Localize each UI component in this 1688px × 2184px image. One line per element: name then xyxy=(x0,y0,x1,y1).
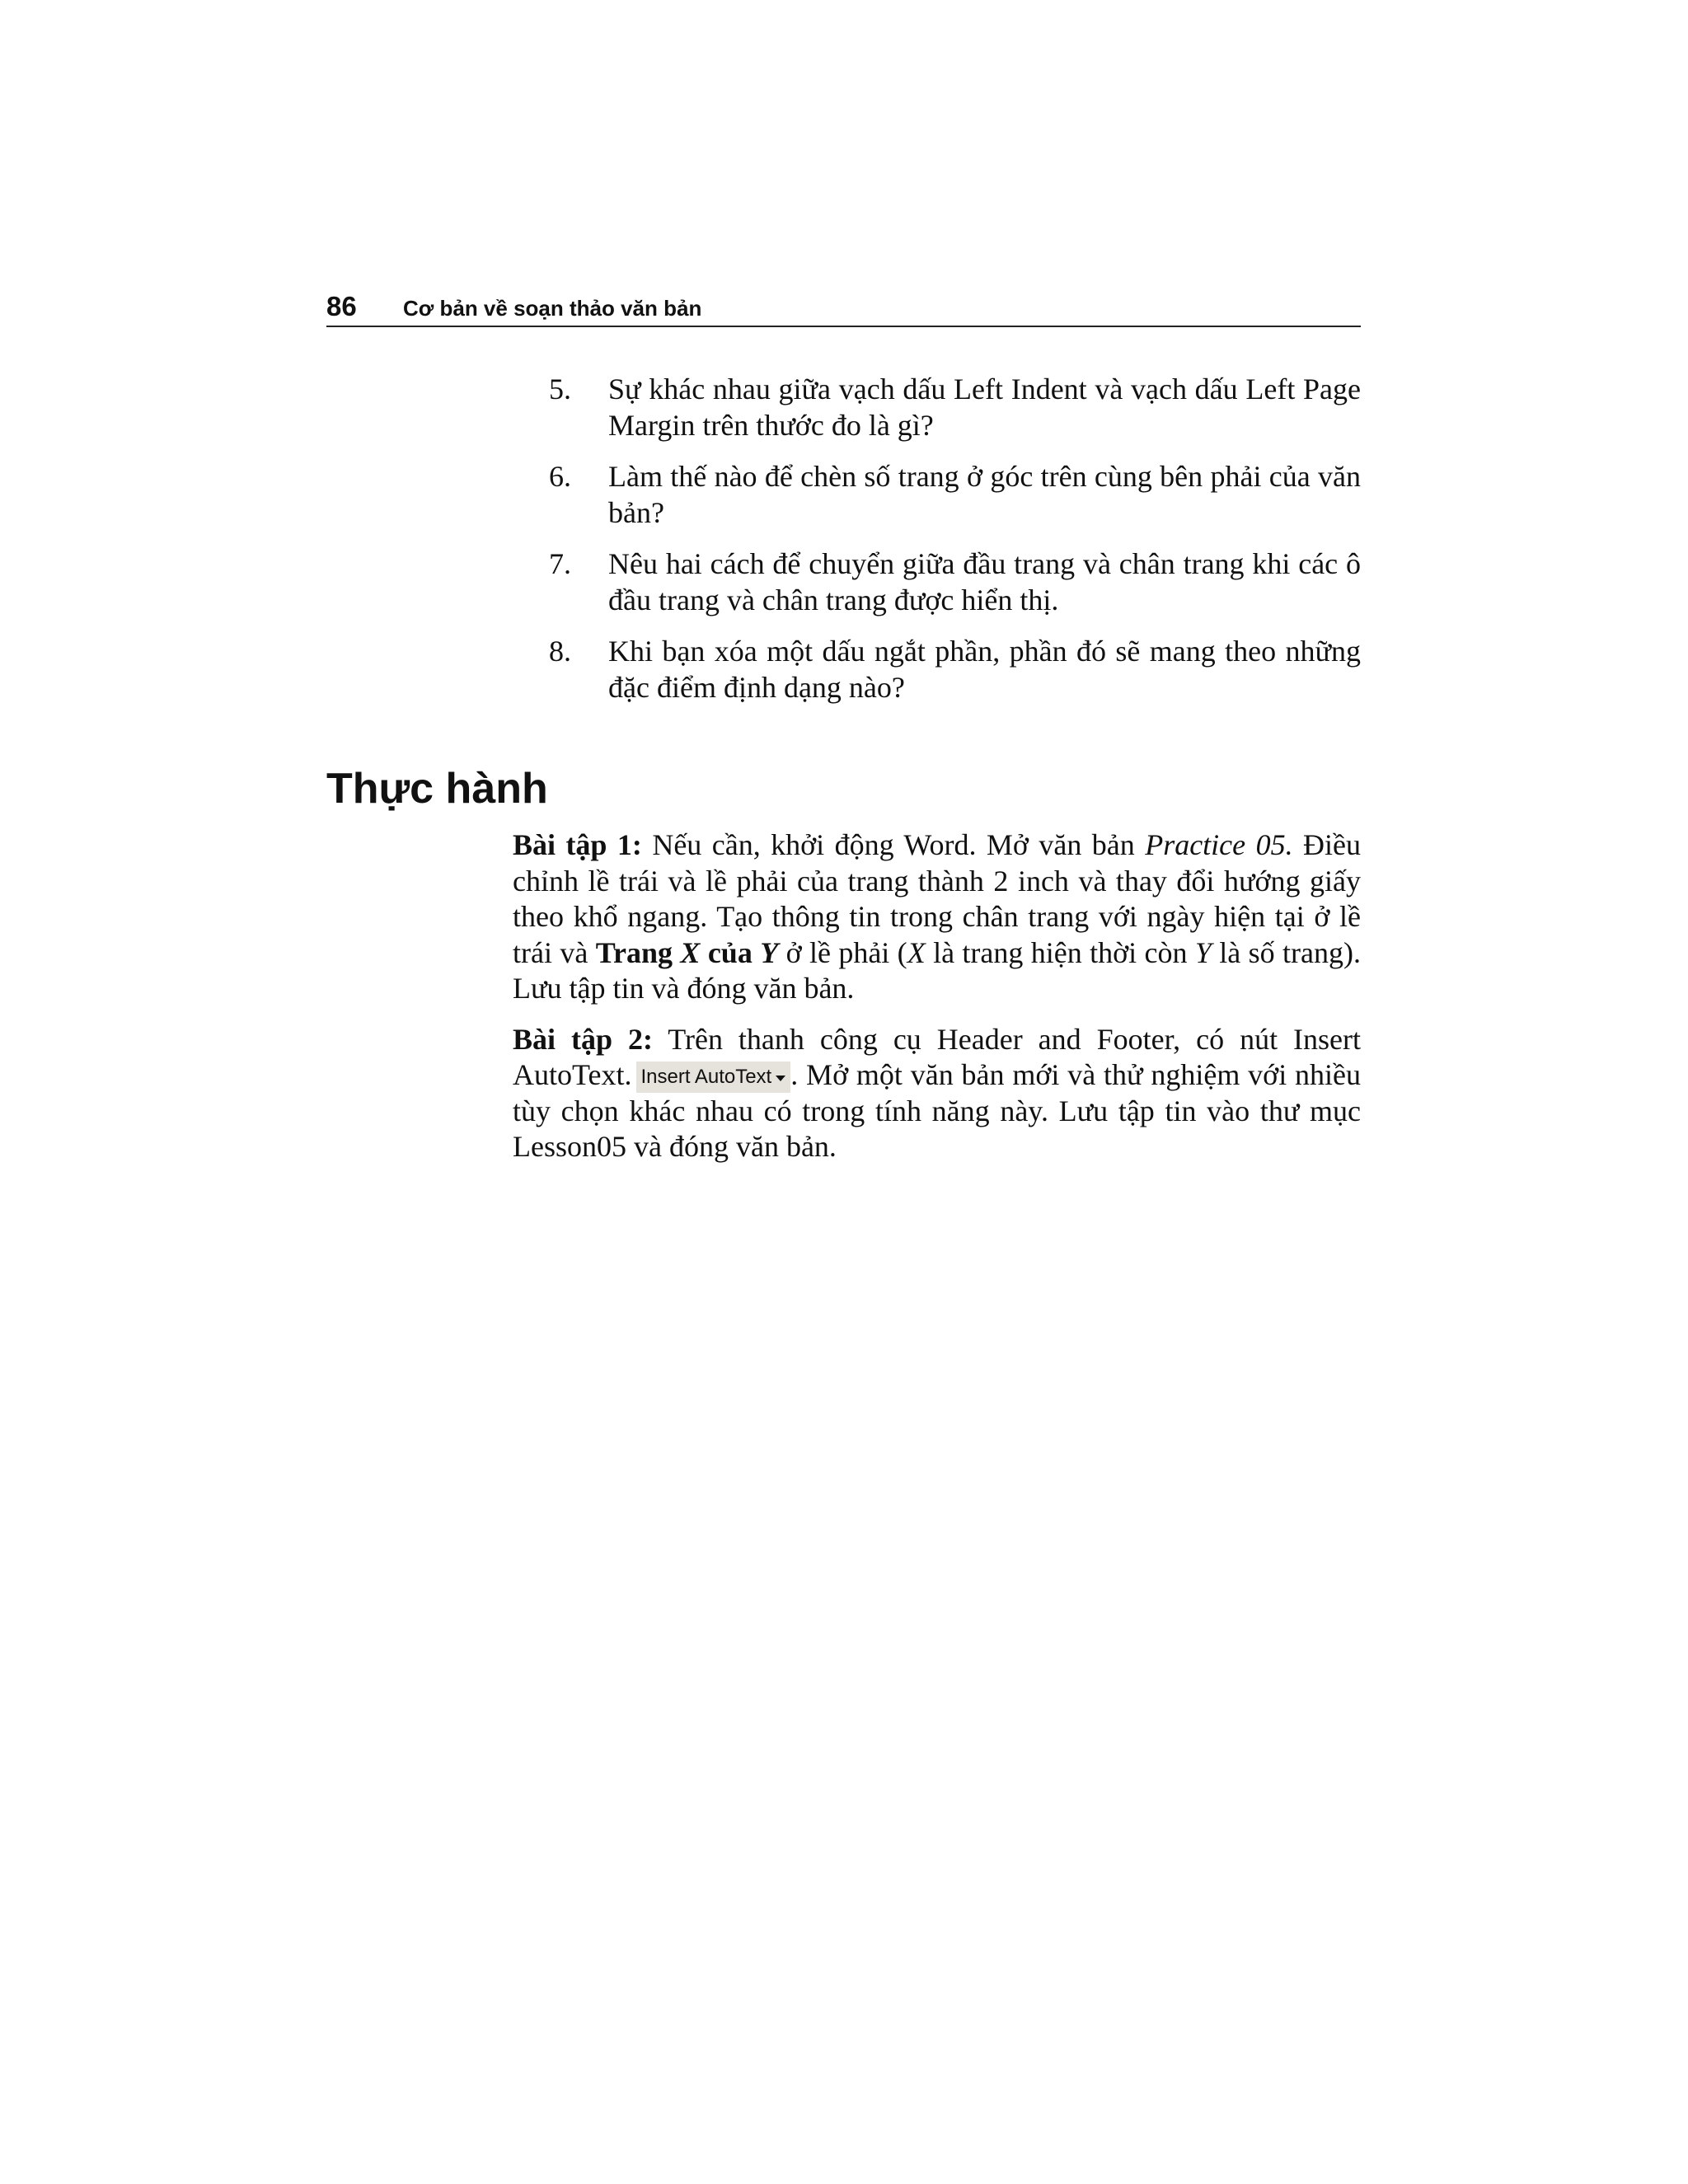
question-number: 8. xyxy=(549,635,571,668)
practice-heading: Thực hành xyxy=(326,765,548,813)
practice-file-name: Practice 05. xyxy=(1145,828,1293,861)
exercise-2-text: Trên thanh công cụ Header and Footer, có nút Insert AutoText. xyxy=(513,1022,1362,1091)
question-text: Làm thế nào để chèn số trang ở góc trên cùng bên phải của văn bản? xyxy=(608,460,1361,529)
question-item xyxy=(549,546,1361,618)
review-question-list xyxy=(549,371,1361,720)
question-item xyxy=(549,633,1361,705)
exercise-1-text: là số trang). Lưu tập tin và đóng văn bản. xyxy=(513,935,1361,1005)
exercise-2 xyxy=(513,1022,1361,1165)
page-header xyxy=(326,290,1361,327)
page-number: 86 xyxy=(326,291,357,321)
exercise-1-text: Nếu cần, khởi động Word. Mở văn bản xyxy=(641,828,1146,861)
question-text: Sự khác nhau giữa vạch dấu Left Indent và vạch dấu Left Page Margin trên thước đo là gì? xyxy=(608,373,1361,442)
footer-page-of: của xyxy=(700,935,761,969)
question-text: Khi bạn xóa một dấu ngắt phần, phần đó sẽ mang theo những đặc điểm định dạng nào? xyxy=(608,635,1361,704)
dropdown-arrow-icon xyxy=(776,1076,785,1081)
footer-page-y: Y xyxy=(760,935,779,969)
exercise-1-text: là trang hiện thời còn xyxy=(925,935,1195,969)
exercise-2-text: . Mở một văn bản mới và thử nghiệm với nhiều tùy chọn khác nhau có trong tính năng này. Lưu tập tin vào thư mục Lesson05 và đóng văn bản. xyxy=(513,1058,1361,1163)
practice-section xyxy=(513,827,1361,1180)
question-number: 6. xyxy=(549,460,571,493)
chapter-title: Cơ bản về soạn thảo văn bản xyxy=(403,296,702,321)
question-number: 5. xyxy=(549,373,571,405)
insert-autotext-button[interactable] xyxy=(636,1062,790,1093)
question-text: Nêu hai cách để chuyển giữa đầu trang và chân trang khi các ô đầu trang và chân trang được hiển thị. xyxy=(608,547,1361,616)
question-item xyxy=(549,458,1361,531)
exercise-2-label: Bài tập 2: xyxy=(513,1022,653,1056)
exercise-1-text: ở lề phải ( xyxy=(778,935,907,969)
x-variable: X xyxy=(907,935,926,969)
y-variable: Y xyxy=(1194,935,1212,969)
exercise-1-label: Bài tập 1: xyxy=(513,828,642,861)
insert-autotext-label: Insert AutoText xyxy=(640,1066,772,1088)
footer-page-x: X xyxy=(680,935,701,969)
exercise-1 xyxy=(513,827,1361,1007)
question-number: 7. xyxy=(549,547,571,580)
exercise-1-text: Điều chỉnh lề trái và lề phải của trang thành 2 inch và thay đổi hướng giấy theo khổ ngang. Tạo thông tin trong chân trang với ngày hiện tại ở lề trái và xyxy=(513,828,1361,969)
question-item xyxy=(549,371,1361,443)
footer-page-format: Trang xyxy=(595,935,681,969)
